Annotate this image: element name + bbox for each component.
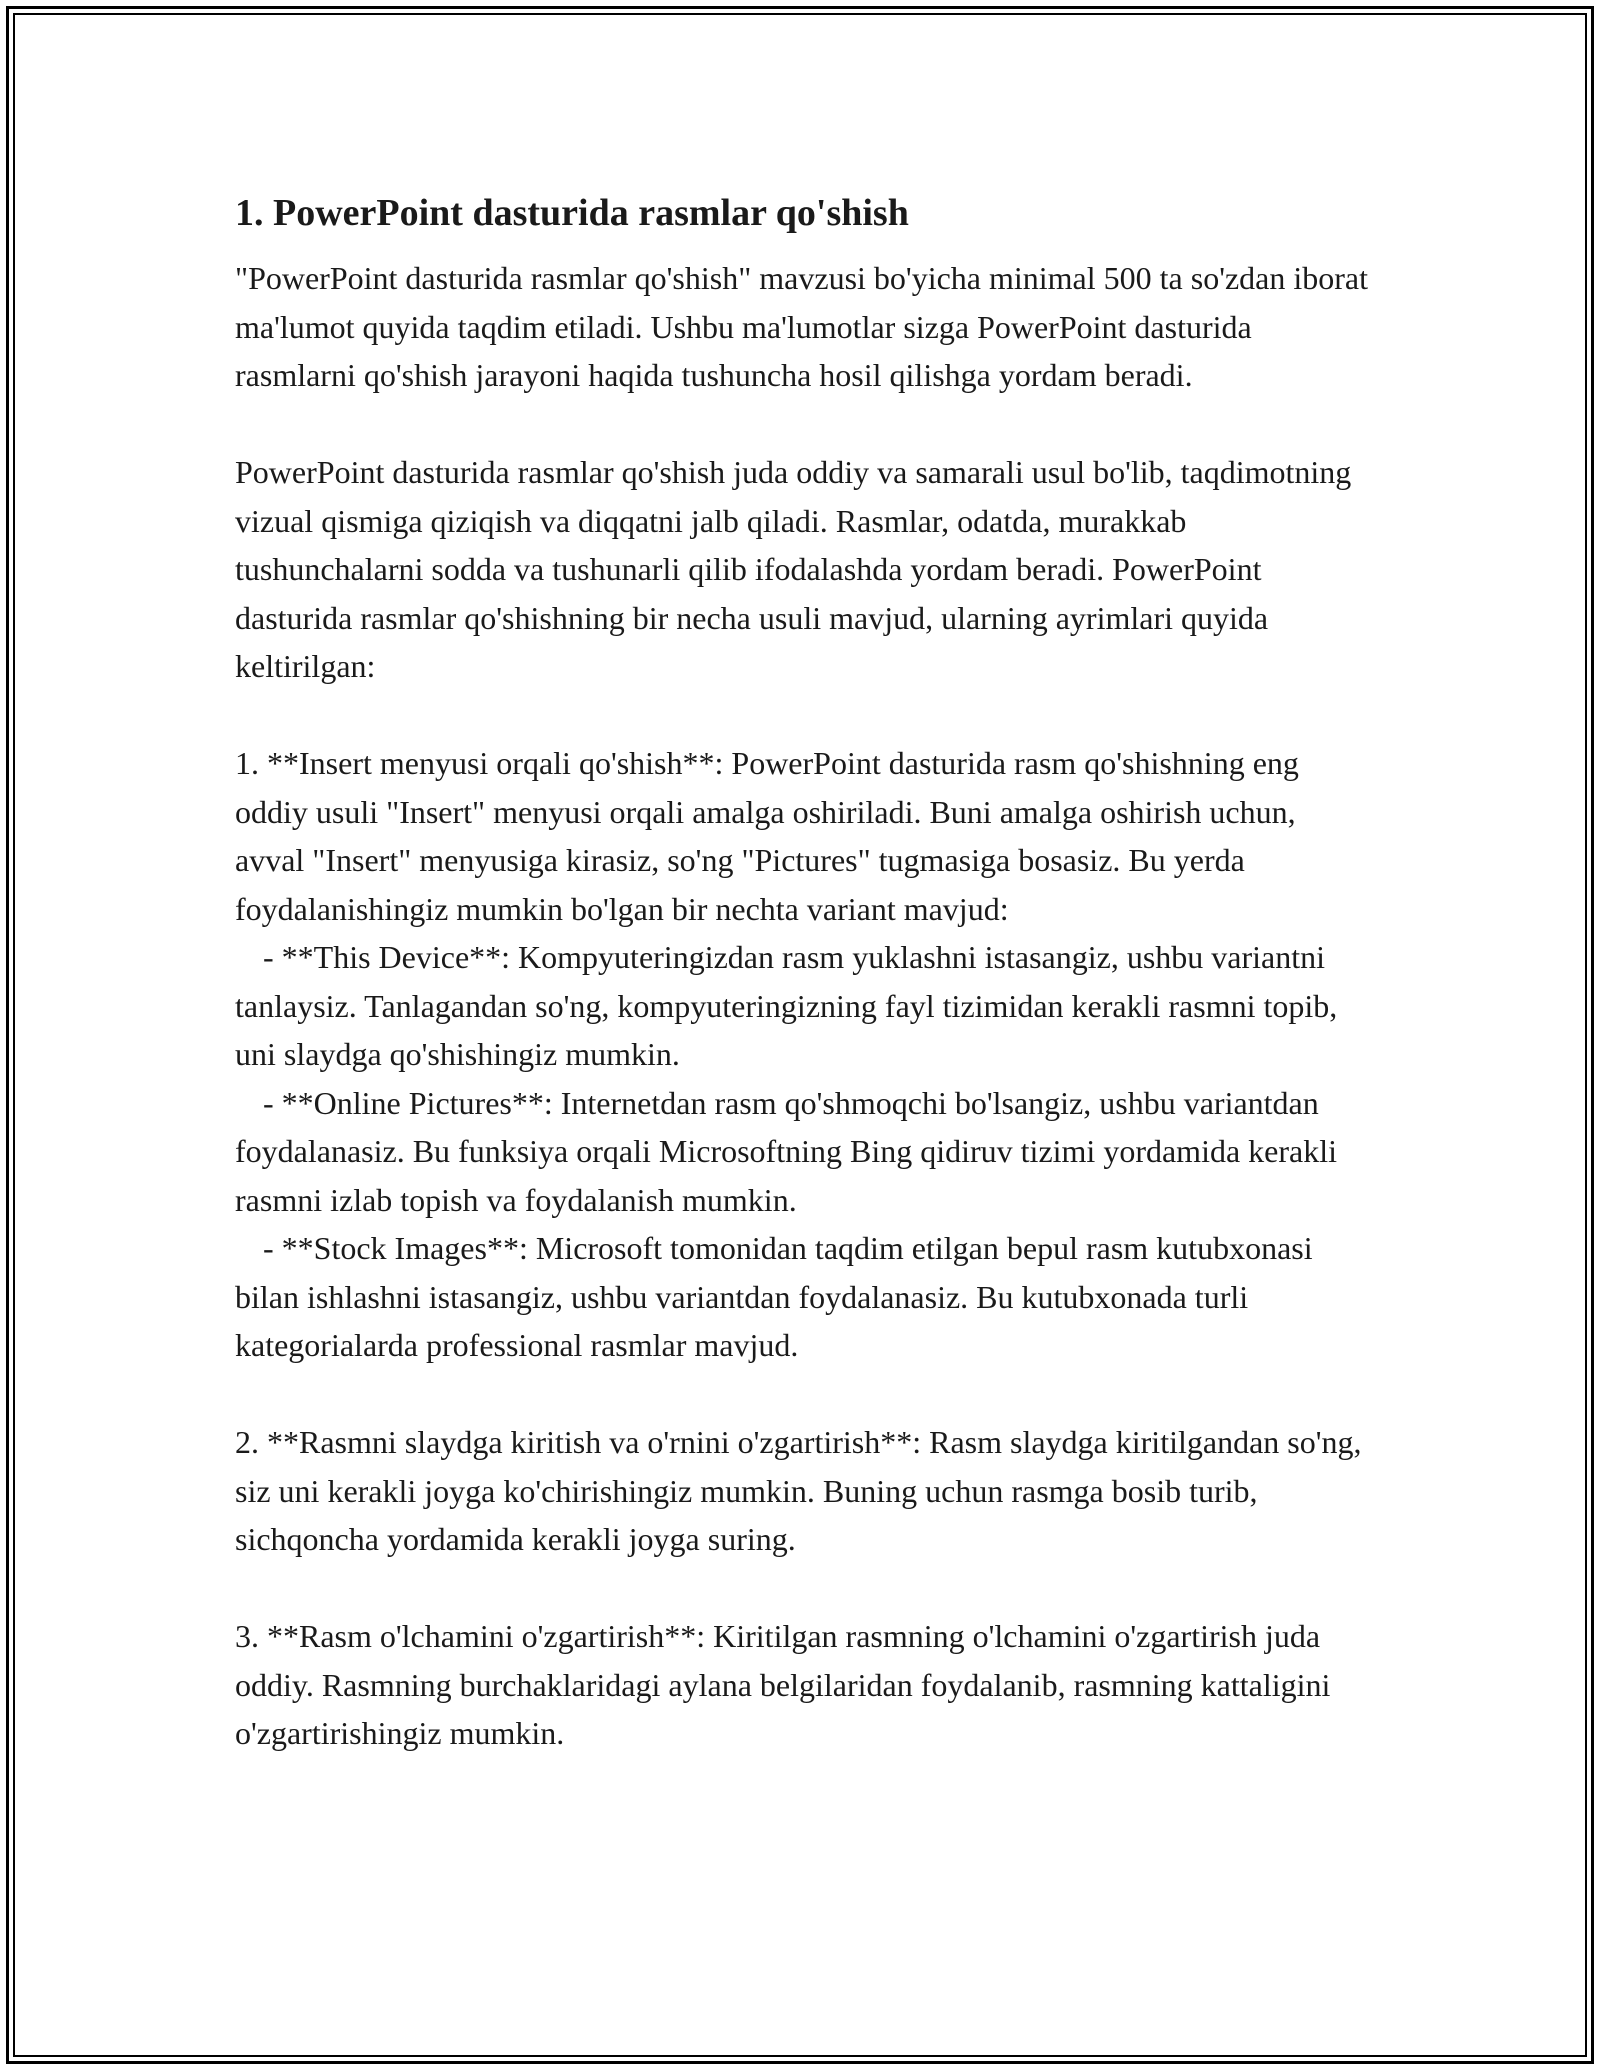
sub-item-this-device xyxy=(235,933,1370,1079)
paragraph-spacer xyxy=(235,1370,1370,1419)
sub-item-text: - **This Device**: Kompyuteringizdan rasm yuklashni istasangiz, ushbu variantni tanlaysiz. Tanlagandan so'ng, kompyuteringizning fayl tizimidan kerakli rasmni topib, uni slaydga qo'shishingiz mumkin. xyxy=(235,939,1338,1072)
paragraph-spacer xyxy=(235,400,1370,449)
sub-item-text: - **Stock Images**: Microsoft tomonidan taqdim etilgan bepul rasm kutubxonasi bilan ishlashni istasangiz, ushbu variantdan foydalanasiz. Bu kutubxonada turli kategorialarda professional rasmlar mavjud. xyxy=(235,1230,1313,1363)
paragraph-spacer xyxy=(235,691,1370,740)
overview-paragraph: PowerPoint dasturida rasmlar qo'shish juda oddiy va samarali usul bo'lib, taqdimotning vizual qismiga qiziqish va diqqatni jalb qiladi. Rasmlar, odatda, murakkab tushunchalarni sodda va tushunarli qilib ifodalashda yordam beradi. PowerPoint dasturida rasmlar qo'shishning bir necha usuli mavjud, ularning ayrimlari quyida keltirilgan: xyxy=(235,454,1352,684)
sub-item-text: - **Online Pictures**: Internetdan rasm qo'shmoqchi bo'lsangiz, ushbu variantdan foydalanasiz. Bu funksiya orqali Microsoftning Bing qidiruv tizimi yordamida kerakli rasmni izlab topish va foydalanish mumkin. xyxy=(235,1084,1337,1218)
list-item-insert-menu: 1. **Insert menyusi orqali qo'shish**: PowerPoint dasturida rasm qo'shishning eng oddiy usuli "Insert" menyusi orqali amalga oshiriladi. Buni amalga oshirish uchun, avval "Insert" menyusiga kirasiz, so'ng "Pictures" tugmasiga bosasiz. Bu yerda foydalanishingiz mumkin bo'lgan bir nechta variant mavjud: xyxy=(235,745,1299,927)
intro-paragraph: "PowerPoint dasturida rasmlar qo'shish" mavzusi bo'yicha minimal 500 ta so'zdan iborat ma'lumot quyida taqdim etiladi. Ushbu ma'lumotlar sizga PowerPoint dasturida rasmlarni qo'shish jarayoni haqida tushuncha hosil qilishga yordam beradi. xyxy=(235,260,1368,393)
list-item-move-image: 2. **Rasmni slaydga kiritish va o'rnini o'zgartirish**: Rasm slaydga kiritilgandan so'ng, siz uni kerakli joyga ko'chirishingiz mumkin. Buning uchun rasmga bosib turib, sichqoncha yordamida kerakli joyga suring. xyxy=(235,1424,1362,1557)
sub-item-online-pictures xyxy=(235,1079,1370,1225)
list-item-resize-image: 3. **Rasm o'lchamini o'zgartirish**: Kiritilgan rasmning o'lchamini o'zgartirish juda oddiy. Rasmning burchaklaridagi aylana belgilaridan foydalanib, rasmning kattaligini o'zgartirishingiz mumkin. xyxy=(235,1618,1331,1751)
document-body xyxy=(235,186,1370,1758)
sub-item-stock-images xyxy=(235,1224,1370,1370)
document-title: 1. PowerPoint dasturida rasmlar qo'shish xyxy=(235,192,909,234)
paragraph-spacer xyxy=(235,1564,1370,1613)
